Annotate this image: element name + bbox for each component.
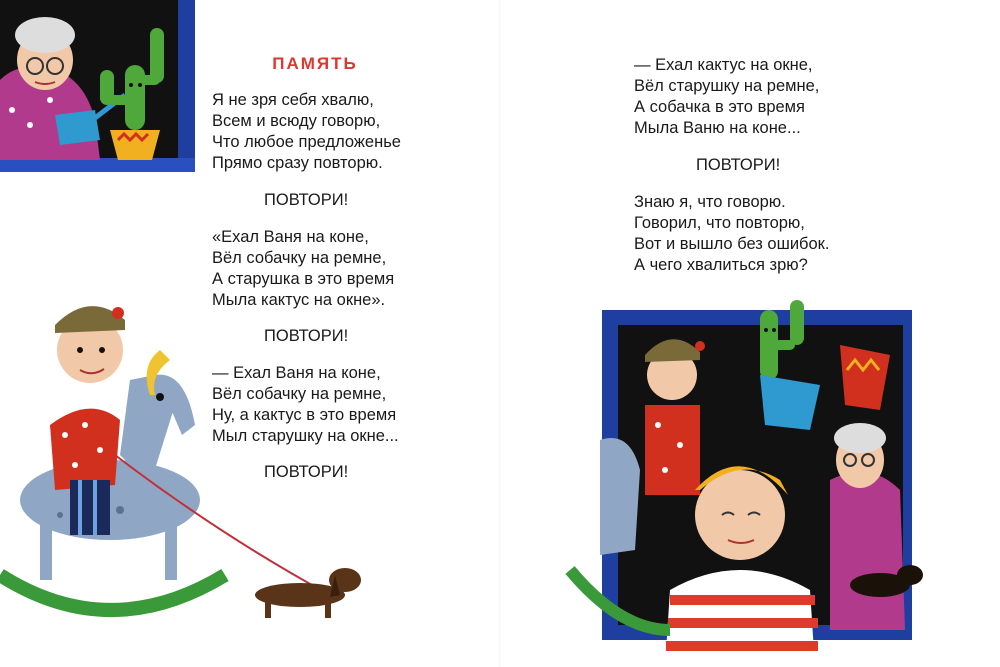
verse-line: — Ехал Ваня на коне, xyxy=(212,364,381,382)
verse-line: Вот и вышло без ошибок. xyxy=(634,235,830,253)
verse-line: Ну, а кактус в это время xyxy=(212,406,397,424)
verse-line: Я не зря себя хвалю, xyxy=(212,91,374,109)
left-refrain-2: ПОВТОРИ! xyxy=(264,327,349,345)
left-stanza-2 xyxy=(212,227,394,311)
verse-line: Знаю я, что говорю. xyxy=(634,193,786,211)
right-stanza-2 xyxy=(634,192,830,276)
grandma-window-illustration xyxy=(0,0,200,172)
verse-line: Мыла Ваню на коне... xyxy=(634,119,801,137)
window-scene-illustration xyxy=(560,300,940,667)
verse-line: Что любое предложенье xyxy=(212,133,401,151)
verse-line: Вёл старушку на ремне, xyxy=(634,77,820,95)
poem-title: ПАМЯТЬ xyxy=(272,54,358,73)
verse-line: Мыла кактус на окне». xyxy=(212,291,386,309)
page-gutter xyxy=(499,0,501,667)
right-refrain-1: ПОВТОРИ! xyxy=(696,156,781,174)
verse-line: Мыл старушку на окне... xyxy=(212,427,399,445)
left-refrain-3: ПОВТОРИ! xyxy=(264,463,349,481)
verse-line: Всем и всюду говорю, xyxy=(212,112,381,130)
left-stanza-1 xyxy=(212,90,401,174)
left-refrain-1: ПОВТОРИ! xyxy=(264,191,349,209)
verse-line: Говорил, что повторю, xyxy=(634,214,805,232)
verse-line: — Ехал кактус на окне, xyxy=(634,56,813,74)
verse-line: А старушка в это время xyxy=(212,270,395,288)
verse-line: А чего хвалиться зрю? xyxy=(634,256,808,274)
left-stanza-3 xyxy=(212,363,399,447)
verse-line: «Ехал Ваня на коне, xyxy=(212,228,369,246)
verse-line: Вёл собачку на ремне, xyxy=(212,385,387,403)
verse-line: А собачка в это время xyxy=(634,98,805,116)
verse-line: Прямо сразу повторю. xyxy=(212,154,383,172)
right-stanza-1 xyxy=(634,55,819,139)
verse-line: Вёл собачку на ремне, xyxy=(212,249,387,267)
